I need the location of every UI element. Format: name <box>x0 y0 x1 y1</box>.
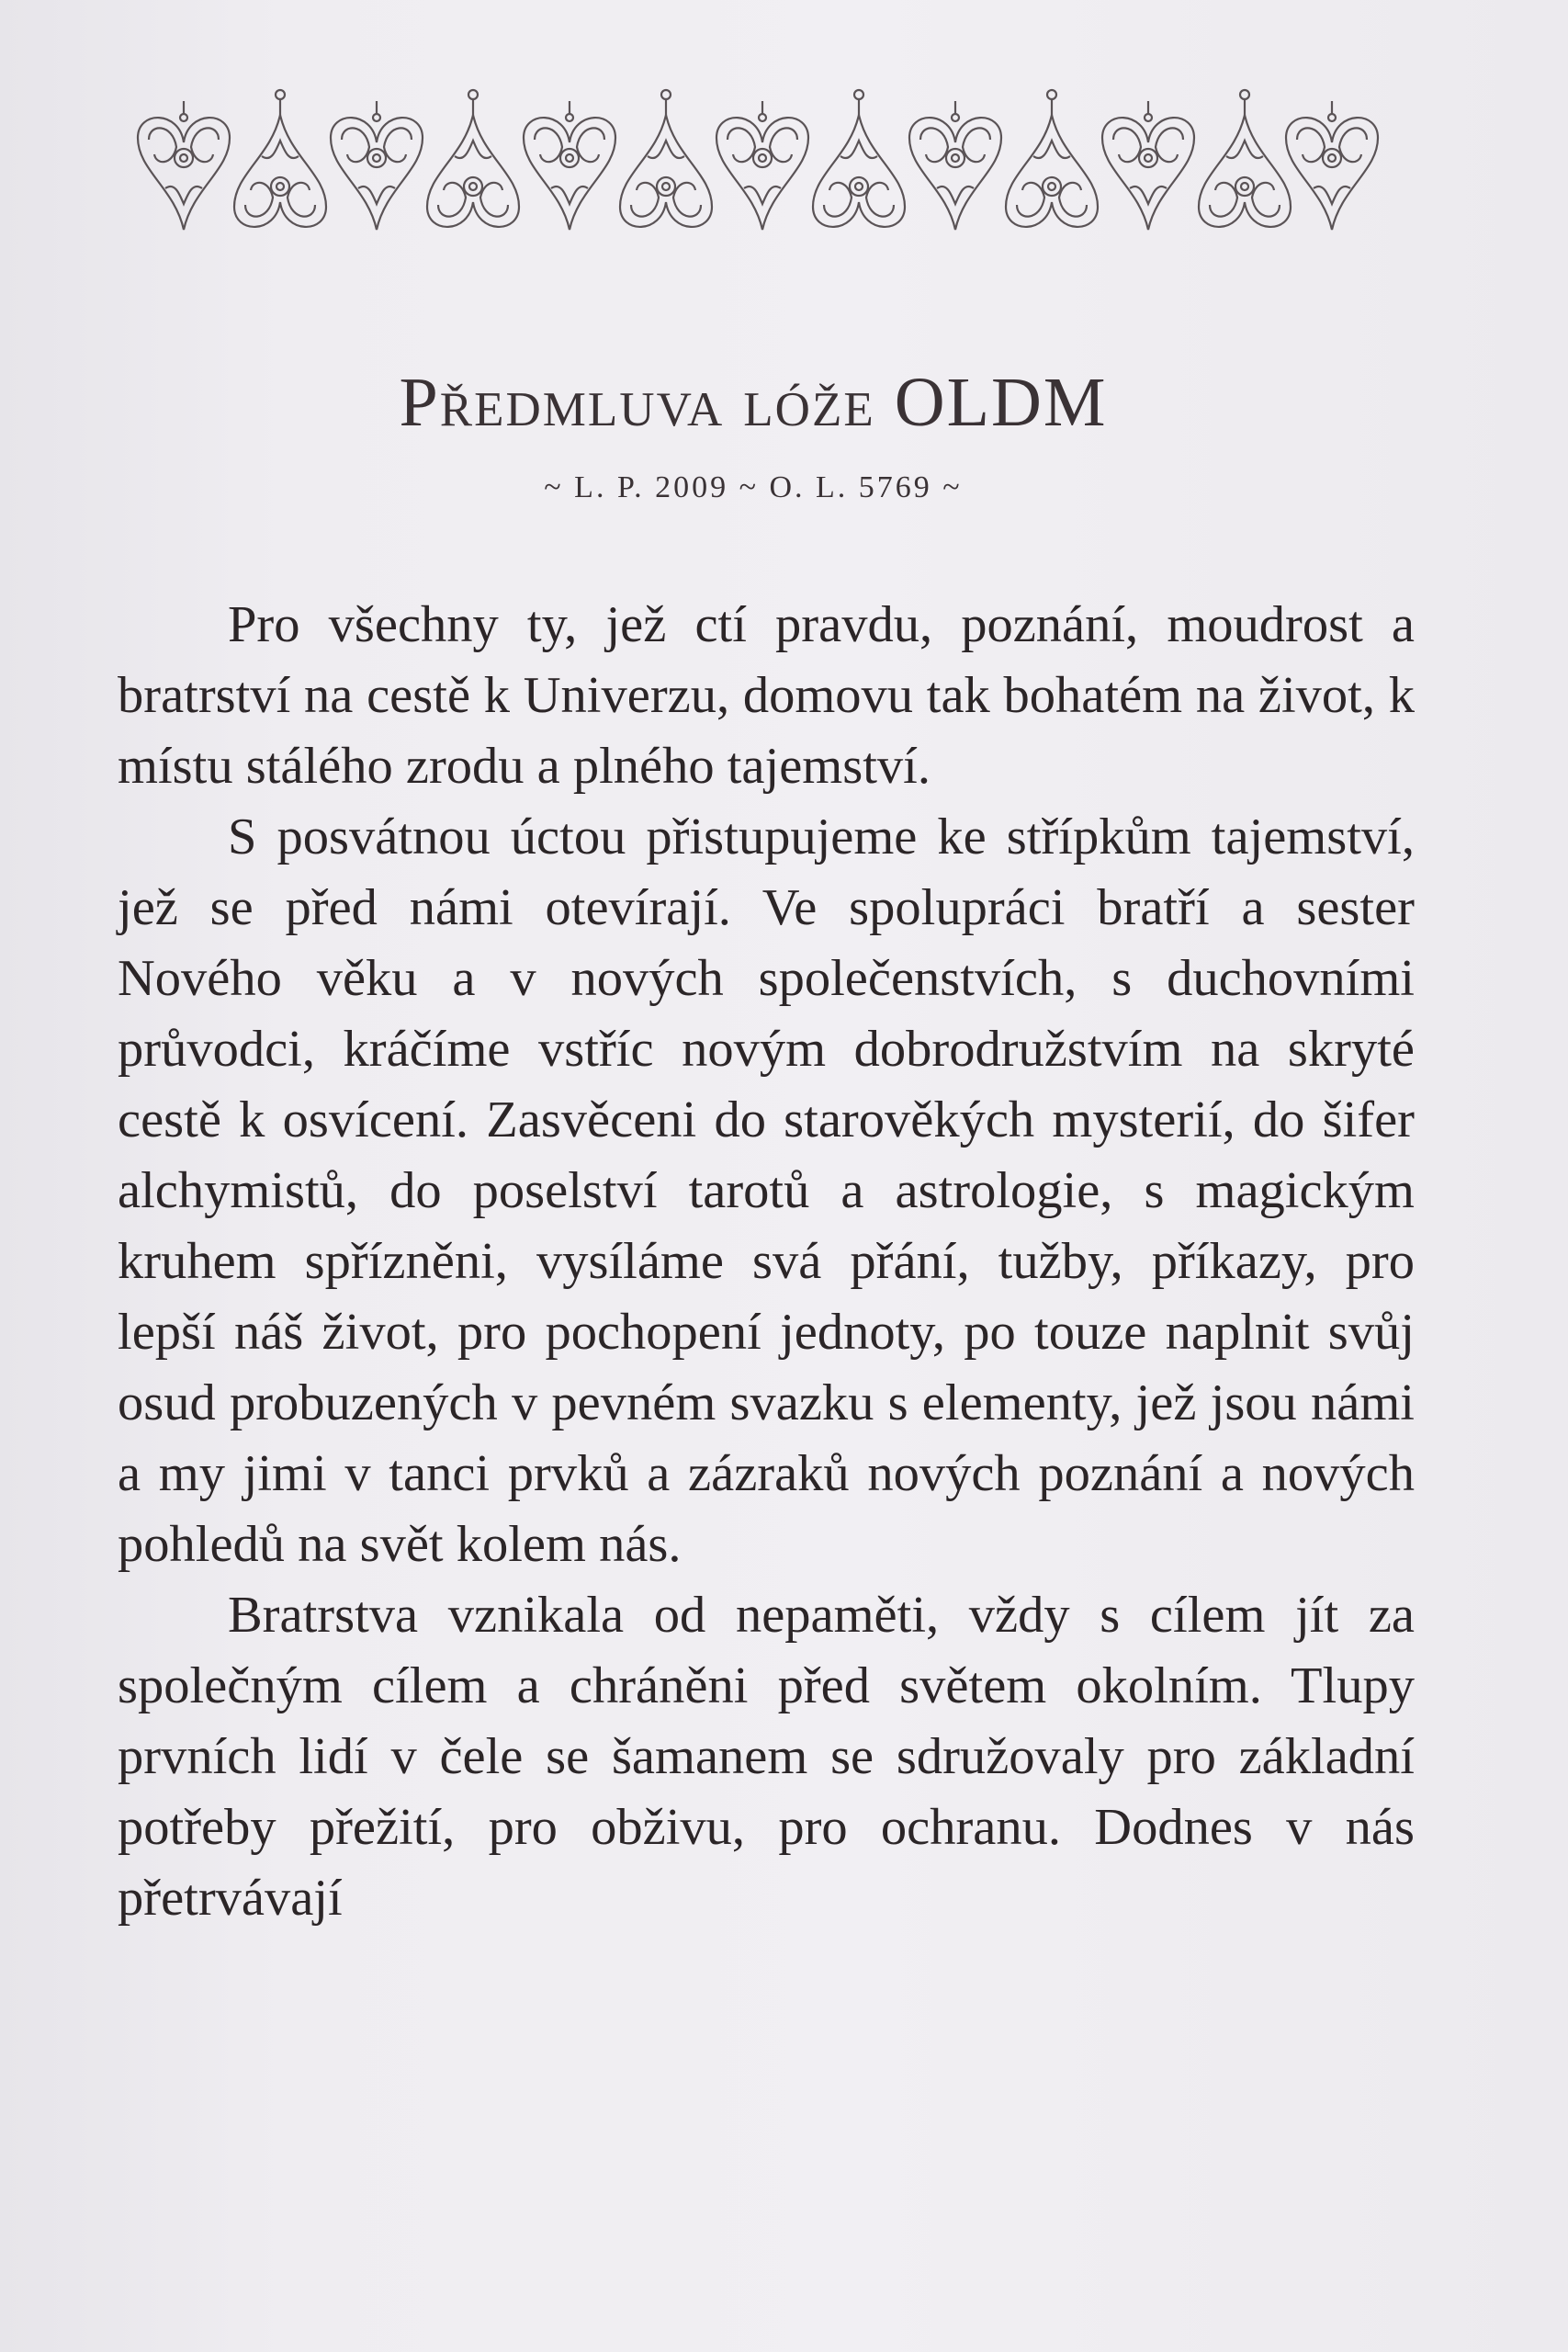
paragraph-1: Pro všechny ty, jež ctí pravdu, poznání, moudrost a bratrství na cestě k Univerzu, domovu tak bohatém na život, k místu stálého zrodu a plného tajemství. <box>118 596 1415 795</box>
chapter-date-subtitle: ~ L. P. 2009 ~ O. L. 5769 ~ <box>544 470 963 504</box>
chapter-title: Předmluva lóže OLDM <box>399 364 1108 441</box>
paragraph-2: S posvátnou úctou přistupujeme ke střípkům tajemství, jež se před námi otevírají. Ve spolupráci bratří a sester Nového věku a v nových společenstvích, s duchovními průvodci, kráčíme vstříc novým dobrodružstvím na skryté cestě k osvícení. Zasvěceni do starověkých mysterií, do šifer alchymistů, do poselství tarotů a astrologie, s magickým kruhem spřízněni, vysíláme svá přání, tužby, příkazy, pro lepší náš život, pro pochopení jednoty, po touze naplnit svůj osud probuzených v pevném svazku s elementy, jež jsou námi a my jimi v tanci prvků a zázraků nových poznání a nových pohledů na svět kolem nás. <box>118 808 1415 1573</box>
decorative-ornament-border <box>129 87 1387 243</box>
paragraph-3: Bratrstva vznikala od nepaměti, vždy s cílem jít za společným cílem a chráněni před světem okolním. Tlupy prvních lidí v čele se šamanem se sdružovaly pro základní potřeby přežití, pro obživu, pro ochranu. Dodnes v nás přetrvávají <box>118 1587 1415 1927</box>
body-text <box>118 590 1415 1934</box>
